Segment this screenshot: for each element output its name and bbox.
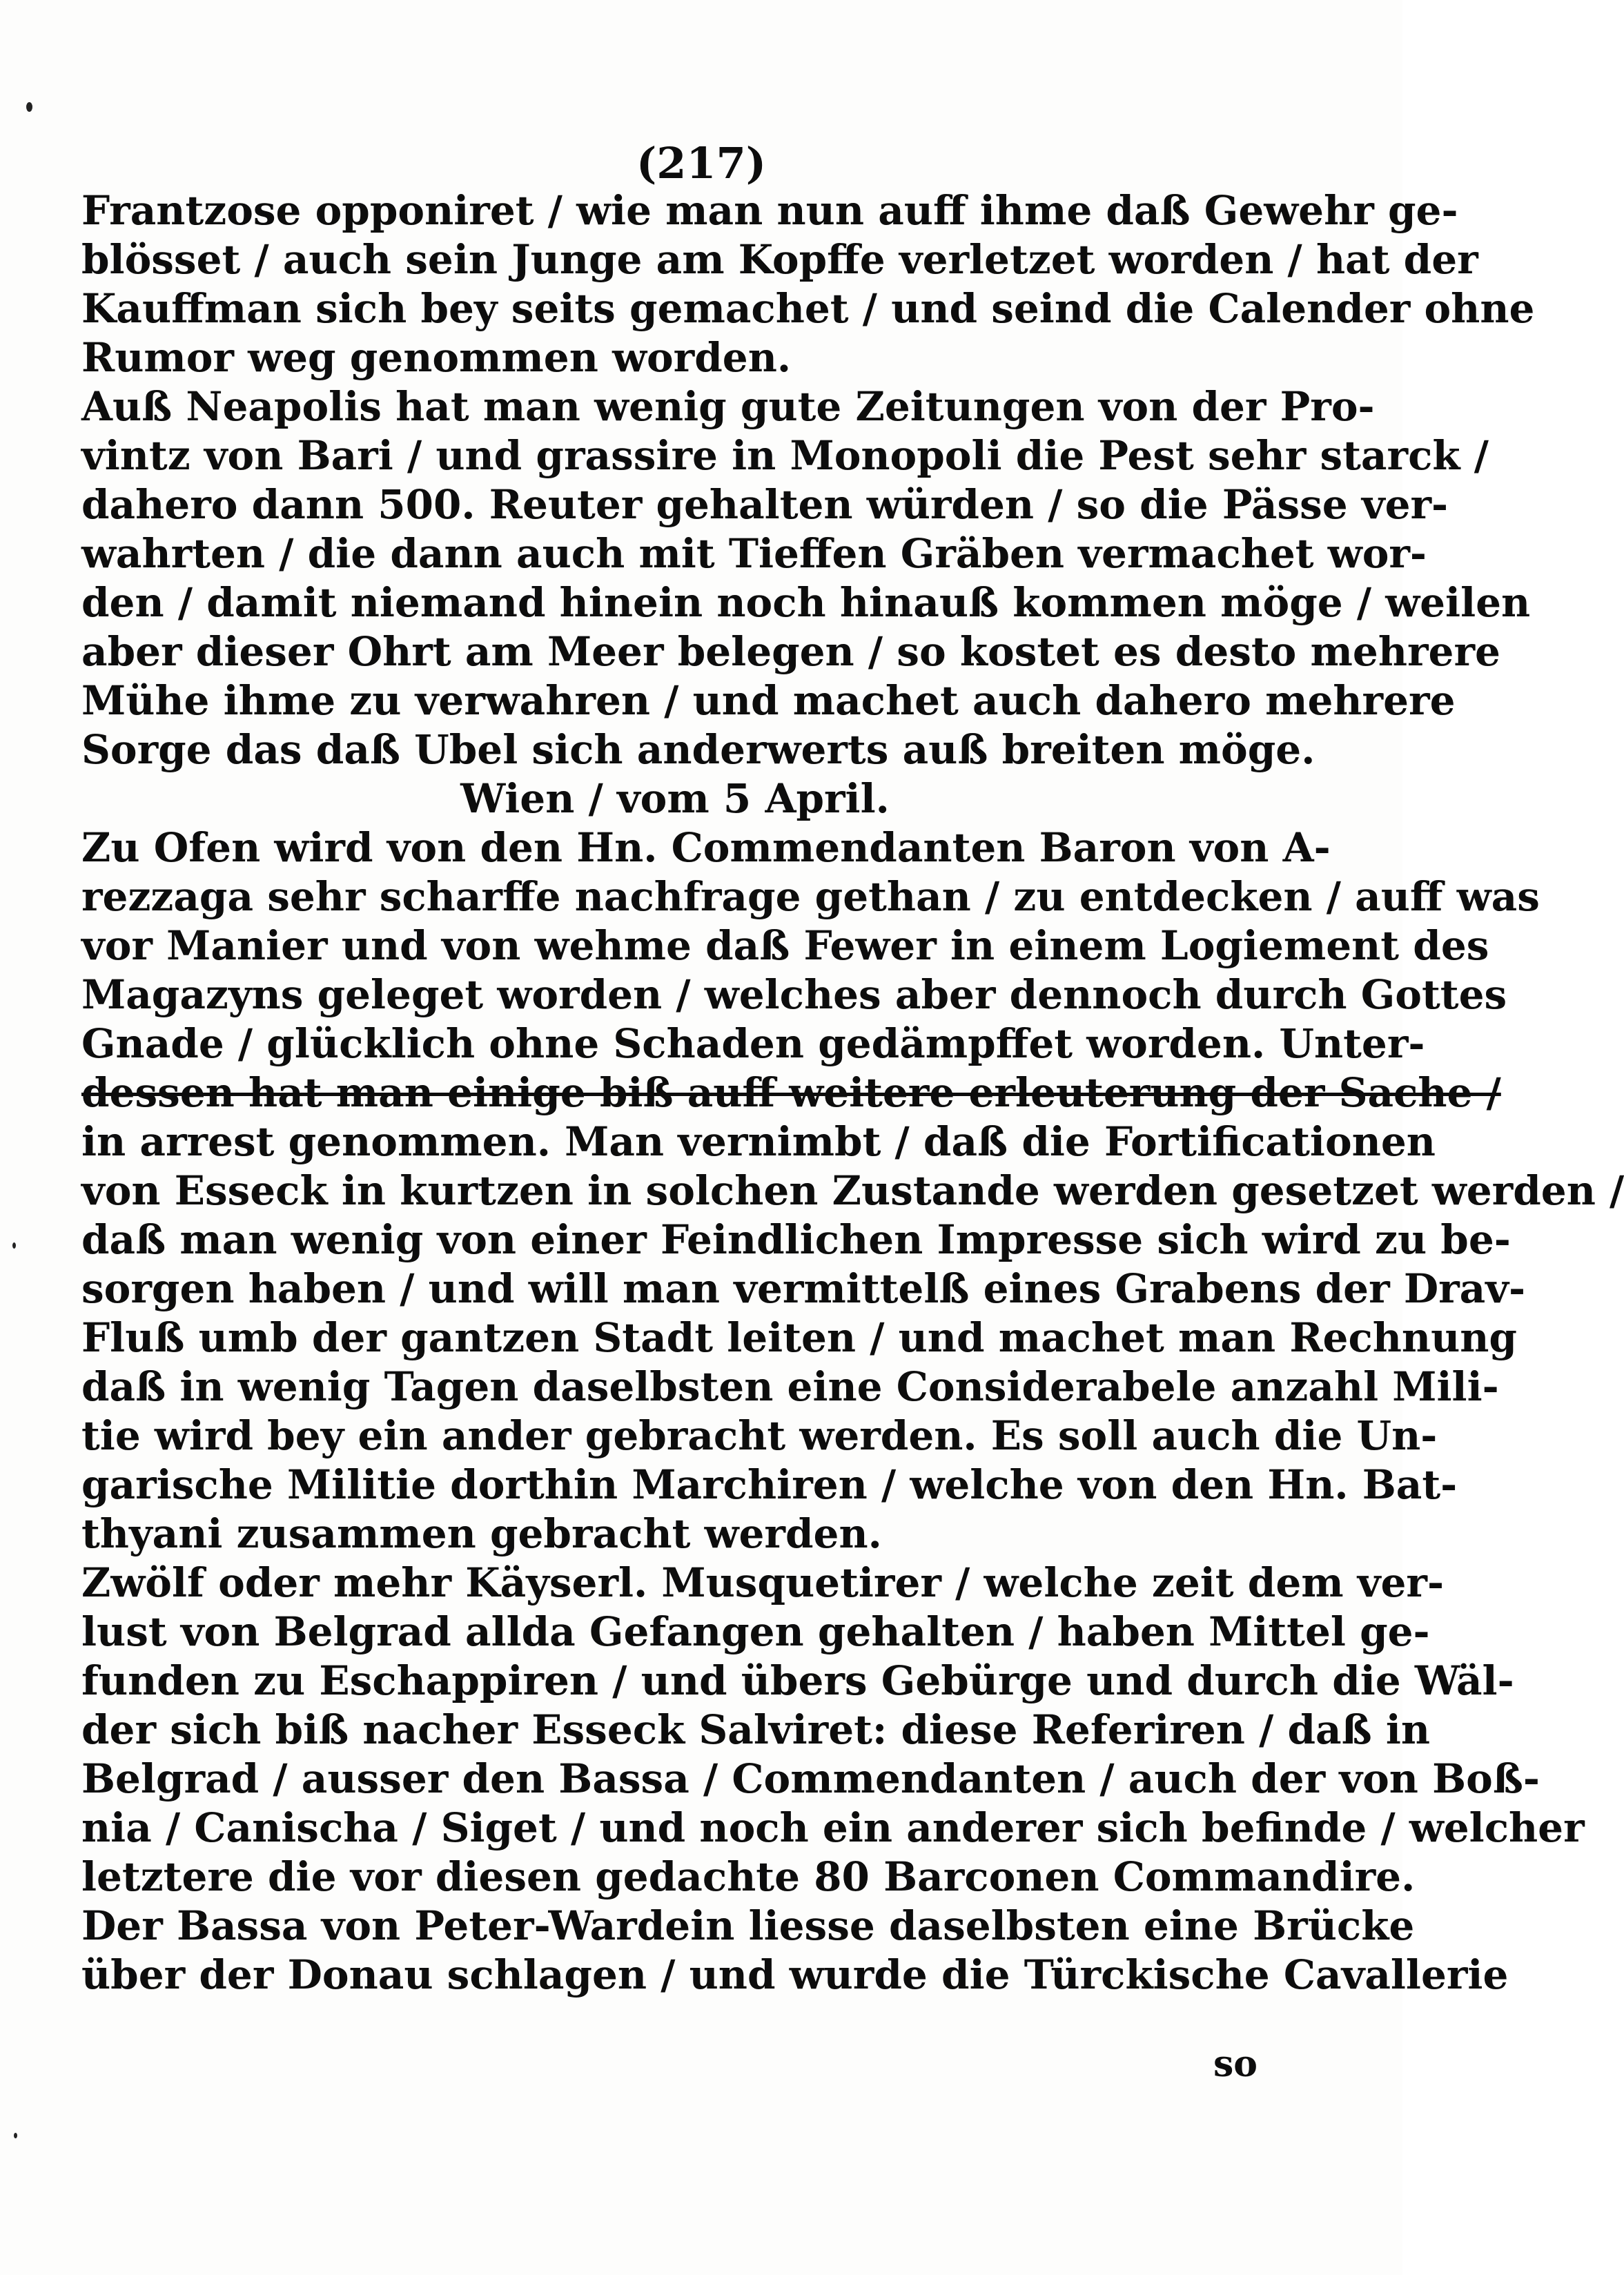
text-line: lust von Belgrad allda Gefangen gehalten / haben Mittel ge- <box>81 1608 1430 1655</box>
text-line: Kauffman sich bey seits gemachet / und seind die Calender ohne <box>81 285 1535 332</box>
text-line: tie wird bey ein ander gebracht werden. Es soll auch die Un- <box>81 1412 1438 1459</box>
body-text <box>81 186 1624 2000</box>
text-line: Gnade / glücklich ohne Schaden gedämpffet worden. Unter- <box>81 1020 1425 1067</box>
text-line: Der Bassa von Peter-Wardein liesse daselbsten eine Brücke <box>81 1902 1415 1949</box>
text-line: über der Donau schlagen / und wurde die Türckische Cavallerie <box>81 1951 1509 1998</box>
text-line: wahrten / die dann auch mit Tieffen Gräben vermachet wor- <box>81 530 1427 577</box>
text-line: nia / Canischa / Siget / und noch ein anderer sich befinde / welcher <box>81 1804 1585 1851</box>
text-line: Frantzose opponiret / wie man nun auff ihme daß Gewehr ge- <box>81 187 1458 234</box>
text-line: Belgrad / ausser den Bassa / Commendanten / auch der von Boß- <box>81 1755 1540 1802</box>
text-line: Sorge das daß Ubel sich anderwerts auß breiten möge. <box>81 726 1315 773</box>
text-line: thyani zusammen gebracht werden. <box>81 1510 882 1557</box>
text-line: blösset / auch sein Junge am Kopffe verletzet worden / hat der <box>81 236 1478 283</box>
text-line: Wien / vom 5 April. <box>460 775 890 822</box>
catchword: so <box>1213 2043 1258 2085</box>
text-line: den / damit niemand hinein noch hinauß kommen möge / weilen <box>81 579 1531 626</box>
ink-speck <box>14 2133 17 2138</box>
text-line: vor Manier und von wehme daß Fewer in einem Logiement des <box>81 922 1489 969</box>
text-line: daß man wenig von einer Feindlichen Impresse sich wird zu be- <box>81 1216 1511 1263</box>
text-line: Mühe ihme zu verwahren / und machet auch dahero mehrere <box>81 677 1456 724</box>
ink-speck <box>26 102 32 112</box>
text-line: von Esseck in kurtzen in solchen Zustande werden gesetzet werden / <box>81 1167 1624 1214</box>
text-line: Zu Ofen wird von den Hn. Commendanten Baron von A- <box>81 824 1331 871</box>
text-line: sorgen haben / und will man vermittelß eines Grabens der Drav- <box>81 1265 1526 1312</box>
text-line: aber dieser Ohrt am Meer belegen / so kostet es desto mehrere <box>81 628 1500 675</box>
text-line: vintz von Bari / und grassire in Monopoli die Pest sehr starck / <box>81 432 1489 479</box>
text-line: der sich biß nacher Esseck Salviret: diese Referiren / daß in <box>81 1706 1431 1753</box>
ink-speck <box>12 1242 16 1249</box>
text-line: Fluß umb der gantzen Stadt leiten / und machet man Rechnung <box>81 1314 1517 1361</box>
text-line: in arrest genommen. Man vernimbt / daß die Fortificationen <box>81 1118 1436 1165</box>
text-line: Auß Neapolis hat man wenig gute Zeitungen von der Pro- <box>81 383 1375 430</box>
text-line: letztere die vor diesen gedachte 80 Barconen Commandire. <box>81 1853 1416 1900</box>
text-line: garische Militie dorthin Marchiren / welche von den Hn. Bat- <box>81 1461 1458 1508</box>
page-number: (217) <box>636 138 767 188</box>
text-line: Zwölf oder mehr Käyserl. Musquetirer / welche zeit dem ver- <box>81 1559 1445 1606</box>
text-line: Rumor weg genommen worden. <box>81 334 792 381</box>
text-line: daß in wenig Tagen daselbsten eine Considerabele anzahl Mili- <box>81 1363 1499 1410</box>
text-line: dahero dann 500. Reuter gehalten würden / so die Pässe ver- <box>81 481 1449 528</box>
text-line: funden zu Eschappiren / und übers Gebürge und durch die Wäl- <box>81 1657 1514 1704</box>
text-line: rezzaga sehr scharffe nachfrage gethan / zu entdecken / auff was <box>81 873 1540 920</box>
text-line: Magazyns geleget worden / welches aber dennoch durch Gottes <box>81 971 1507 1018</box>
text-line: dessen hat man einige biß auff weitere erleuterung der Sache / <box>81 1069 1501 1116</box>
